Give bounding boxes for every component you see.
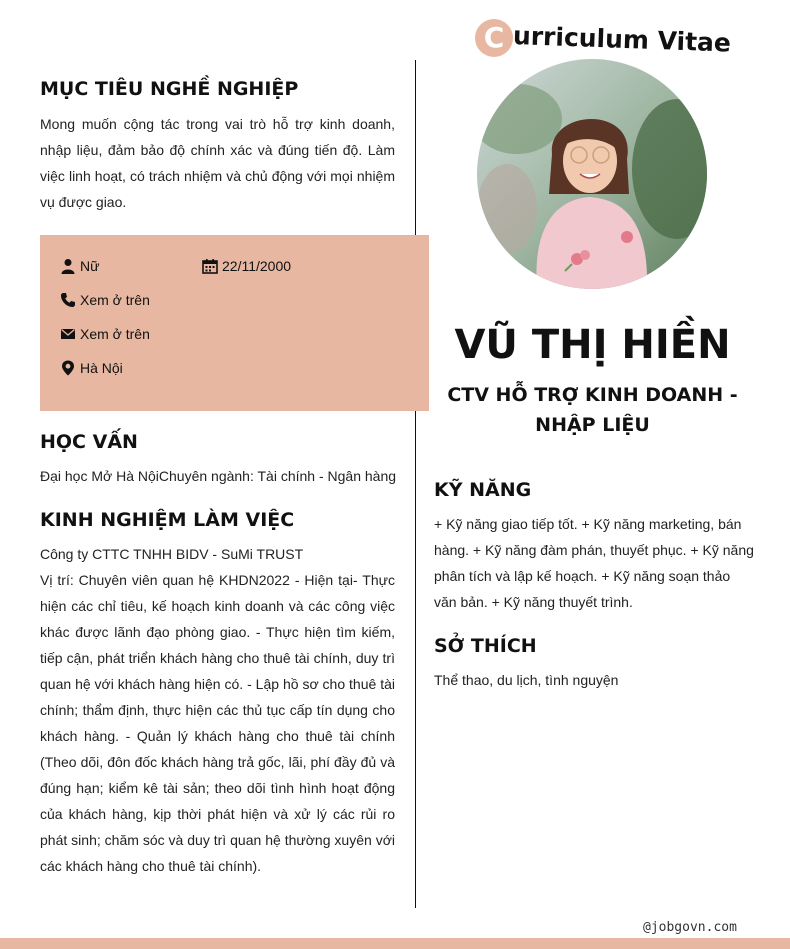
calendar-icon (202, 258, 218, 274)
envelope-icon (60, 326, 76, 342)
dob-value: 22/11/2000 (222, 258, 292, 274)
footer-accent-bar (0, 938, 790, 949)
address-value: Hà Nội (80, 360, 123, 376)
job-title: CTV HỖ TRỢ KINH DOANH - NHẬP LIỆU (447, 384, 738, 436)
full-name: VŨ THỊ HIỀN (454, 322, 731, 368)
cv-title-logo (475, 15, 732, 59)
column-divider (415, 60, 416, 908)
experience-company: Công ty CTTC TNHH BIDV - SuMi TRUST (40, 546, 304, 562)
experience-heading: KINH NGHIỆM LÀM VIỆC (40, 509, 295, 531)
gender-item (60, 258, 99, 274)
cv-title-text: urriculum Vitae (512, 21, 732, 58)
hobbies-text: Thể thao, du lịch, tình nguyện (434, 672, 619, 688)
education-text: Đại học Mở Hà NộiChuyên ngành: Tài chính - Ngân hàng (40, 468, 397, 484)
hobbies-heading: SỞ THÍCH (434, 635, 537, 657)
cv-title-initial: C (483, 21, 505, 54)
personal-info-box (40, 235, 429, 411)
phone-item (60, 292, 150, 308)
phone-value: Xem ở trên (80, 292, 150, 308)
phone-icon (60, 292, 76, 308)
email-value: Xem ở trên (80, 326, 150, 342)
footer-url: @jobgovn.com (643, 920, 737, 935)
email-item (60, 326, 150, 342)
education-heading: HỌC VẤN (40, 431, 138, 453)
person-icon (60, 258, 76, 274)
profile-photo (477, 59, 707, 289)
experience-text: Vị trí: Chuyên viên quan hệ KHDN2022 - Hiện tại- Thực hiện các chỉ tiêu, kế hoạch kinh doanh và các công việc khác được lãnh đạo phòng giao. - Thực hiện tìm kiếm, tiếp cận, phát triển khách hàng cho thuê tài chính, duy trì quan hệ với khách hàng hiện có. - Lập hồ sơ cho thuê tài chính; thẩm định, thực hiện các thủ tục cấp tín dụng cho khách hàng. - Quản lý khách hàng cho thuê tài chính (Theo dõi, đôn đốc khách hàng trả gốc, lãi, phí đầy đủ và đúng hạn; kiểm kê tài sản; theo dõi tình hình hoạt động của khách hàng, kịp thời phát hiện và xử lý các rủi ro phát sinh; chăm sóc và duy trì quan hệ thường xuyên với các khách hàng cho thuê tài chính). (40, 572, 395, 874)
gender-value: Nữ (80, 258, 100, 274)
skills-heading: KỸ NĂNG (434, 479, 532, 501)
dob-item (202, 258, 291, 274)
objective-heading: MỤC TIÊU NGHỀ NGHIỆP (40, 78, 299, 100)
map-pin-icon (60, 360, 76, 376)
skills-text: + Kỹ năng giao tiếp tốt. + Kỹ năng marketing, bán hàng. + Kỹ năng đàm phán, thuyết phục. + Kỹ năng phân tích và lập kế hoạch. + Kỹ năng soạn thảo văn bản. + Kỹ năng thuyết trình. (434, 516, 754, 610)
address-item (60, 360, 123, 376)
profile-photo-image (477, 59, 707, 289)
objective-text: Mong muốn cộng tác trong vai trò hỗ trợ kinh doanh, nhập liệu, đảm bảo độ chính xác và đúng tiến độ. Làm việc linh hoạt, có trách nhiệm và chủ động với mọi nhiệm vụ được giao. (40, 116, 395, 210)
